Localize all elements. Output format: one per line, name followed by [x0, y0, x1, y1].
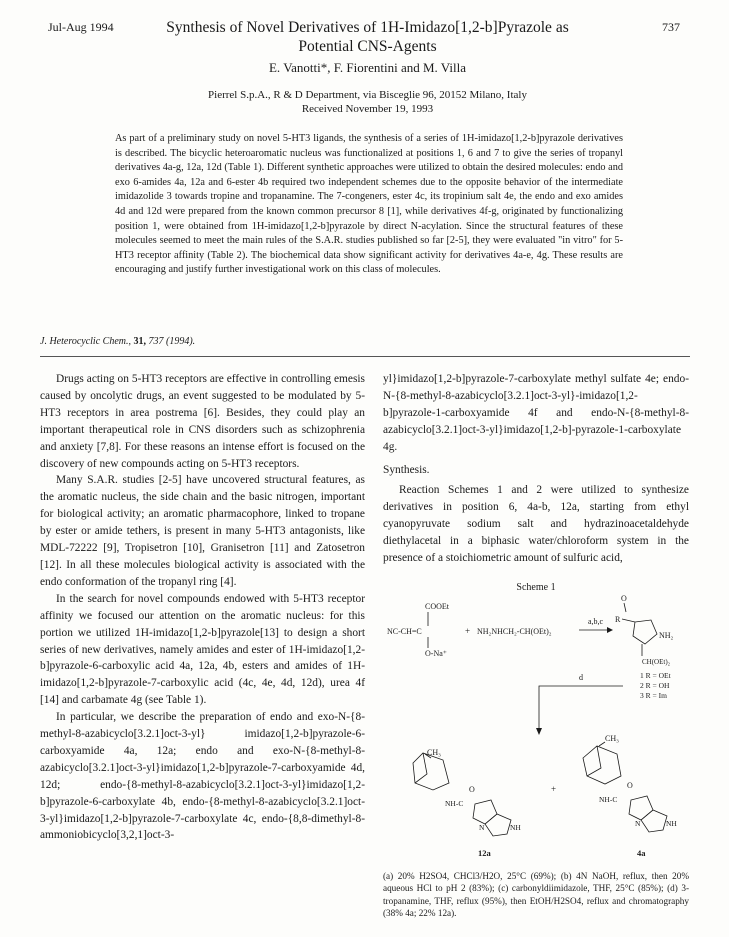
received-date: Received November 19, 1993 [301, 103, 434, 115]
pyrazole-ring [473, 800, 497, 824]
label-n: N [635, 819, 641, 828]
title-line-1: Synthesis of Novel Derivatives of 1H-Imidazo[1,2-b]Pyrazole as [166, 19, 569, 36]
arrow-label-d: d [579, 673, 583, 682]
label-nh: NH [666, 819, 677, 828]
r-value-1: 1 R = OEt [640, 671, 671, 680]
reaction-arrow-d [539, 686, 623, 728]
label-hydrazine: NH₂NHCH₂-CH(OEt)₂ [477, 627, 552, 636]
affiliation: Pierrel S.p.A., R & D Department, via Bisceglie 96, 20152 Milano, Italy [208, 89, 527, 101]
paragraph: Reaction Schemes 1 and 2 were utilized to synthesize derivatives in position 6, 4a-b, 12a, starting from ethyl cyanopyruvate sodium salt and hydrazinoacetaldehyde diethylacetal in a biphasic water/chloroform system in the presence of a stoichiometric amount of sulfuric acid, [383, 484, 689, 565]
abstract: As part of a preliminary study on novel 5-HT3 ligands, the synthesis of a series of 1H-imidazo[1,2-b]pyrazole derivatives is described. The bicyclic heteroaromatic nucleus was functionalized at positions 1, 6 and 7 to give the series of tropanyl derivatives 4a-g, 12a, 12d (Table 1). Different synthetic approaches were utilized to obtain the desired molecules: endo and exo 6-amides 4a, 12a and 6-ester 4b required two independent schemes due to the opposite behavior of the intermediate imidazolide 3 towards tropine and tropanamine. The 7-congeners, ester 4c, its tropinium salt 4e, the endo and exo amides 4d and 12d were prepared from the known common precursor 8 [1], while derivatives 4f-g, originated by functionalizing position 1, were obtained from 1H-imidazo[1,2-b]pyrazole by direct N-acylation. Since the structural features of these molecules seemed to meet the main rules of the S.A.R. studies published so far [2-5], they were evaluated "in vitro" for 5-HT3 receptor affinity (Table 2). The biochemical data show significant activity for derivatives 4a-e, 4g. These results are encouraging and justify further investigational work on this class of molecules. [115, 133, 623, 276]
tropane-ring [413, 753, 449, 790]
compound-12a: 12a [478, 848, 491, 858]
bond [599, 742, 605, 746]
imidazole-ring [485, 814, 511, 836]
bond [624, 603, 626, 612]
scheme-caption: (a) 20% H2SO4, CHCl3/H2O, 25°C (69%); (b) 4N NaOH, reflux, then 20% aqueous HCl to pH 2 (83%); (c) carbonyldiimidazole, THF, 25°C (85%); (d) 3-tropanamine, THF, reflux (95%), then EtOH/H2SO4, reflux and chromatography (38% 4a; 22% 12a). [383, 871, 689, 919]
label-nh2: NH₂ [659, 631, 674, 640]
label-o: O [469, 785, 475, 794]
paragraph: Drugs acting on 5-HT3 receptors are effective in controlling emesis caused by oncolytic drugs, an event suggested to be modulated by 5-HT3 receptors in area postrema [6]. Besides, they could play an important therapeutical role in CNS disorders such as schizophrenia and anxiety [7,8]. For these reasons an intense effort is focused on the discovery of new compounds acting on 5-HT3 receptors. [40, 373, 365, 470]
section-heading: Synthesis. [383, 463, 430, 476]
left-column [40, 371, 365, 844]
citation-pages: 737 (1994). [148, 336, 196, 347]
pyrazole-ring [629, 796, 653, 820]
compound-4a: 4a [637, 848, 646, 858]
label-o: O [627, 781, 633, 790]
divider [40, 356, 690, 357]
scheme-figure [383, 578, 689, 860]
label-n: N [479, 823, 485, 832]
r-value-2: 2 R = OH [640, 681, 670, 690]
tropane-ring [583, 746, 621, 784]
right-column [383, 371, 689, 567]
r-value-3: 3 R = Im [640, 691, 667, 700]
arrow-label-abc: a,b,c [588, 617, 604, 626]
plus-sign: + [551, 784, 557, 794]
scheme-title: Scheme 1 [516, 582, 556, 593]
arrow-head [536, 728, 542, 735]
citation [40, 336, 195, 347]
label-ch3: CH₃ [605, 734, 619, 743]
scheme-1 [383, 578, 689, 860]
arrow-head [607, 627, 613, 633]
affiliation-block [120, 88, 615, 116]
paragraph: In particular, we describe the preparation of endo and exo-N-{8-methyl-8-azabicyclo[3.2.1]oct-3-yl} imidazo[1,2-b]pyrazole-6-carboxyamide 4a, 12a; endo and exo-N-{8-methyl-8-azabicyclo[3.2.1]oct-3-yl}imidazo[1,2-b]pyrazole-7-carboxyamide 4d, 12d; endo-{8-methyl-8-azabicyclo[3.2.1]oct-3-yl}imidazo[1,2-b]pyrazole-6-carboxylate 4b, endo-{8-methyl-8-azabicyclo[3.2.1]oct-3-yl}imidazo[1,2-b]pyrazole-7-carboxylate 4c, endo-{8,8-dimethyl-8-ammoniobicyclo[3,2,1]oct-3- [40, 711, 365, 842]
issue-date: Jul-Aug 1994 [48, 20, 114, 34]
imidazole-ring [641, 810, 667, 832]
label-nc: NC-CH=C [387, 627, 422, 636]
label-cooet: COOEt [425, 602, 449, 611]
page-number: 737 [662, 20, 680, 34]
paragraph: In the search for novel compounds endowed with 5-HT3 receptor affinity we focused our attention on the aromatic nucleus: for this portion we utilized 1H-imidazo[1,2-b]pyrazole[13] to design a short series of new derivatives, namely amides and ester of 1H-imidazo[1,2-b]pyrazole-6-carboxylic acid 4a, 12a, 4b, esters and amides of 1H-imidazo[1,2-b]pyrazole-7-carboxylic acid (4c, 4e, 4d, 12d), urea 4f [14] and carbamate 4g (see Table 1). [40, 592, 365, 707]
label-c-nh: NH-C [599, 795, 618, 804]
citation-journal: J. Heterocyclic Chem., [40, 336, 131, 347]
label-ch-oet: CH(OEt)₂ [642, 658, 671, 666]
paragraph: Many S.A.R. studies [2-5] have uncovered structural features, as the aromatic nucleus, the side chain and the basic nitrogen, important for biological activity; an aromatic pharmacophore, linked to tropane by ester or amide tethers, is present in many 5-HT3 antagonists, like MDL-72222 [9], Tropisetron [10], Granisetron [11] and Zatosetron [12]. In all these molecules biological activity is associated with the endo conformation of the tropanyl ring [4]. [40, 474, 365, 588]
label-nh: NH [510, 823, 521, 832]
paper-title [140, 18, 595, 56]
bond [622, 619, 635, 622]
label-ch3: CH₃ [427, 748, 441, 757]
label-nh-c: NH-C [445, 799, 464, 808]
title-line-2: Potential CNS-Agents [298, 38, 437, 55]
label-ona: O-Na⁺ [425, 649, 447, 658]
citation-volume: 31, [133, 336, 146, 347]
label-r: R [615, 615, 621, 624]
authors: E. Vanotti*, F. Fiorentini and M. Villa [268, 60, 467, 75]
paragraph-continuation: yl}imidazo[1,2-b]pyrazole-7-carboxylate methyl sulfate 4e; endo-N-{8-methyl-8-azabicyclo[3.2.1]oct-3-yl}-imidazo[1,2-b]pyrazole-1-carboxyamide 4f and endo-N-{8-methyl-8-azabicyclo[3.2.1]oct-3-yl}imidazo[1,2-b]-pyrazole-1-carboxylate 4g. [383, 373, 689, 453]
plus-sign: + [465, 626, 471, 636]
pyrazole-ring [633, 620, 657, 644]
label-o: O [621, 594, 627, 603]
